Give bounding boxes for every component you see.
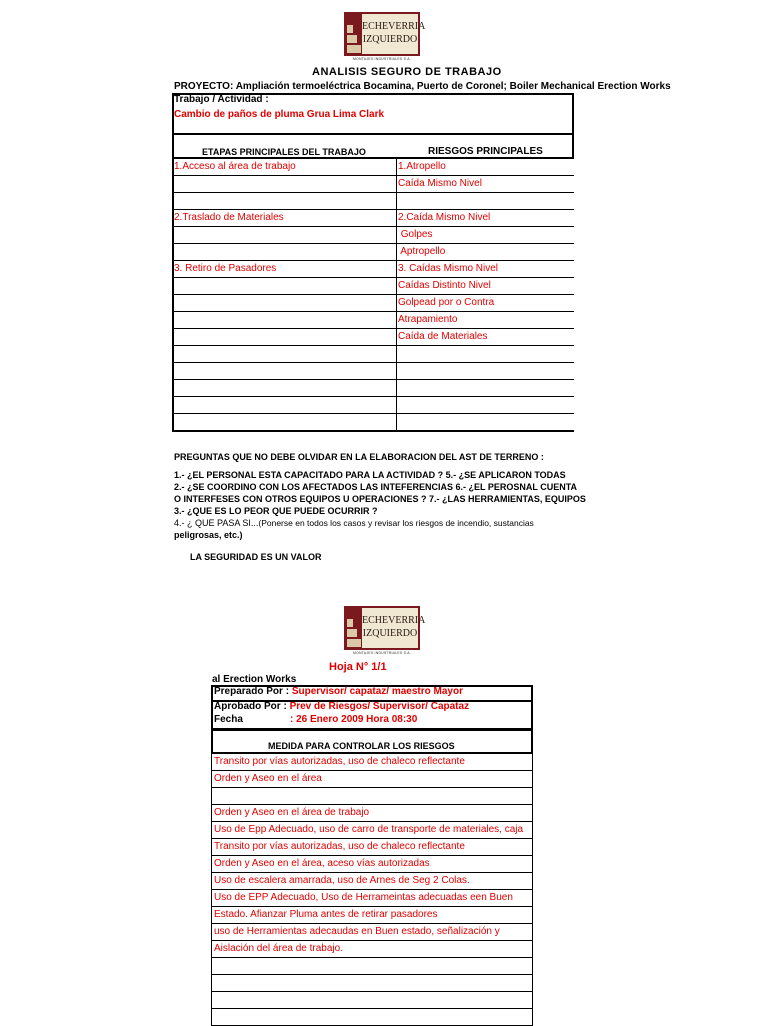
table-bottom-line xyxy=(172,430,574,432)
company-logo xyxy=(344,12,426,62)
stage-cell xyxy=(172,295,396,312)
measure-cell: Uso de escalera amarrada, uso de Arnes de Seg 2 Colas. xyxy=(211,873,533,890)
logo-2-line-2: IZQUIERDO xyxy=(362,628,418,639)
measure-cell: Uso de EPP Adecuado, Uso de Herrameintas adecuadas een Buen xyxy=(211,890,533,907)
measure-cell: Orden y Aseo en el área, aceso vías autorizadas xyxy=(211,856,533,873)
logo-subtitle: MONTAJES INDUSTRIALES S.A. xyxy=(352,57,412,61)
column-header-risks: RIESGOS PRINCIPALES xyxy=(428,146,543,157)
stage-cell xyxy=(172,363,396,380)
risk-cell xyxy=(396,363,574,380)
stage-cell xyxy=(172,380,396,397)
approved-row xyxy=(214,701,469,712)
prepared-row xyxy=(214,686,463,697)
risk-cell: Atrapamiento xyxy=(396,312,574,329)
prepared-value: Supervisor/ capataz/ maestro Mayor xyxy=(291,686,463,697)
project-label: PROYECTO: xyxy=(174,81,234,92)
measure-cell xyxy=(211,992,533,1009)
question-4-detail: (Ponerse en todos los casos y revisar los riesgos de incendio, sustancias xyxy=(258,518,534,528)
stage-cell xyxy=(172,244,396,261)
stage-cell xyxy=(172,397,396,414)
measure-cell: Transito por vías autorizadas, uso de chaleco reflectante xyxy=(211,839,533,856)
risk-cell: Caídas Distinto Nivel xyxy=(396,278,574,295)
risk-cell xyxy=(396,380,574,397)
measure-cell xyxy=(211,1009,533,1026)
measure-cell xyxy=(211,975,533,992)
measure-cell xyxy=(211,788,533,805)
stage-cell xyxy=(172,414,396,431)
activity-value: Cambio de paños de pluma Grua Lima Clark xyxy=(174,109,385,120)
stage-cell xyxy=(172,227,396,244)
risk-cell: Caída Mismo Nivel xyxy=(396,176,574,193)
document-title: ANALISIS SEGURO DE TRABAJO xyxy=(312,66,502,78)
measure-cell: Orden y Aseo en el área xyxy=(211,771,533,788)
approved-label: Aprobado Por : xyxy=(214,701,287,712)
safety-motto: LA SEGURIDAD ES UN VALOR xyxy=(190,552,322,562)
stage-cell: 1.Acceso al área de trabajo xyxy=(172,159,396,176)
risk-cell: 1.Atropello xyxy=(396,159,574,176)
question-4-lead: 4.- ¿ QUE PASA SI... xyxy=(174,518,259,528)
risk-cell xyxy=(396,346,574,363)
risk-cell: 3. Caídas Mismo Nivel xyxy=(396,261,574,278)
question-2-cont: O INTERFESES CON OTROS EQUIPOS U OPERACIONES ? 7.- ¿LAS HERRAMIENTAS, EQUIPOS xyxy=(174,494,586,504)
date-label: Fecha xyxy=(214,714,243,725)
risk-cell: Golpead por o Contra xyxy=(396,295,574,312)
project-value: Ampliación termoeléctrica Bocamina, Puerto de Coronel; Boiler Mechanical Erection Works xyxy=(235,81,671,92)
question-3: 3.- ¿QUE ES LO PEOR QUE PUEDE OCURRIR ? xyxy=(174,506,378,516)
measure-cell: uso de Herramientas adecaudas en Buen estado, señalización y xyxy=(211,924,533,941)
question-4 xyxy=(174,518,576,528)
risk-cell: Caída de Materiales xyxy=(396,329,574,346)
logo-2-subtitle: MONTAJES INDUSTRIALES S.A. xyxy=(352,651,412,655)
activity-label: Trabajo / Actividad : xyxy=(174,94,269,105)
stage-cell: 3. Retiro de Pasadores xyxy=(172,261,396,278)
risk-cell xyxy=(396,397,574,414)
risk-cell: Golpes xyxy=(396,227,574,244)
stage-cell xyxy=(172,346,396,363)
measure-cell: Aislación del área de trabajo. xyxy=(211,941,533,958)
date-value: : 26 Enero 2009 Hora 08:30 xyxy=(290,714,418,725)
measure-cell: Orden y Aseo en el área de trabajo xyxy=(211,805,533,822)
measure-cell xyxy=(211,958,533,975)
measure-cell: Estado. Afianzar Pluma antes de retirar pasadores xyxy=(211,907,533,924)
logo-2-line-1: ECHEVERRIA xyxy=(362,615,426,626)
table-grid-line xyxy=(172,159,174,431)
approved-value: Prev de Riesgos/ Supervisor/ Capataz xyxy=(289,701,470,712)
stage-cell xyxy=(172,176,396,193)
measures-title: MEDIDA PARA CONTROLAR LOS RIESGOS xyxy=(268,741,455,751)
stage-cell: 2.Traslado de Materiales xyxy=(172,210,396,227)
project-line xyxy=(174,81,671,92)
risk-cell: 2.Caída Mismo Nivel xyxy=(396,210,574,227)
stage-cell xyxy=(172,312,396,329)
sheet-number: Hoja N° 1/1 xyxy=(329,661,387,673)
stage-cell xyxy=(172,193,396,210)
measure-cell: Uso de Epp Adecuado, uso de carro de transporte de materiales, caja xyxy=(211,822,533,839)
risk-cell: Aptropello xyxy=(396,244,574,261)
question-1: 1.- ¿EL PERSONAL ESTA CAPACITADO PARA LA ACTIVIDAD ? 5.- ¿SE APLICARON TODAS xyxy=(174,470,566,480)
risk-cell xyxy=(396,193,574,210)
stage-cell xyxy=(172,329,396,346)
measure-cell: Transito por vías autorizadas, uso de chaleco reflectante xyxy=(211,754,533,771)
logo-line-1: ECHEVERRIA xyxy=(362,21,426,32)
table-grid-line xyxy=(396,159,397,431)
logo-line-2: IZQUIERDO xyxy=(362,34,418,45)
questions-title: PREGUNTAS QUE NO DEBE OLVIDAR EN LA ELABORACION DEL AST DE TERRENO : xyxy=(174,452,544,462)
column-header-stages: ETAPAS PRINCIPALES DEL TRABAJO xyxy=(202,147,366,157)
question-4-cont: peligrosas, etc.) xyxy=(174,530,243,540)
question-2: 2.- ¿SE COORDINO CON LOS AFECTADOS LAS INTEFERENCIAS 6.- ¿EL PEROSNAL CUENTA xyxy=(174,482,578,492)
project-continuation: al Erection Works xyxy=(212,674,297,685)
risk-cell xyxy=(396,414,574,431)
stage-cell xyxy=(172,278,396,295)
prepared-label: Preparado Por : xyxy=(214,686,290,697)
company-logo-2 xyxy=(344,606,426,656)
